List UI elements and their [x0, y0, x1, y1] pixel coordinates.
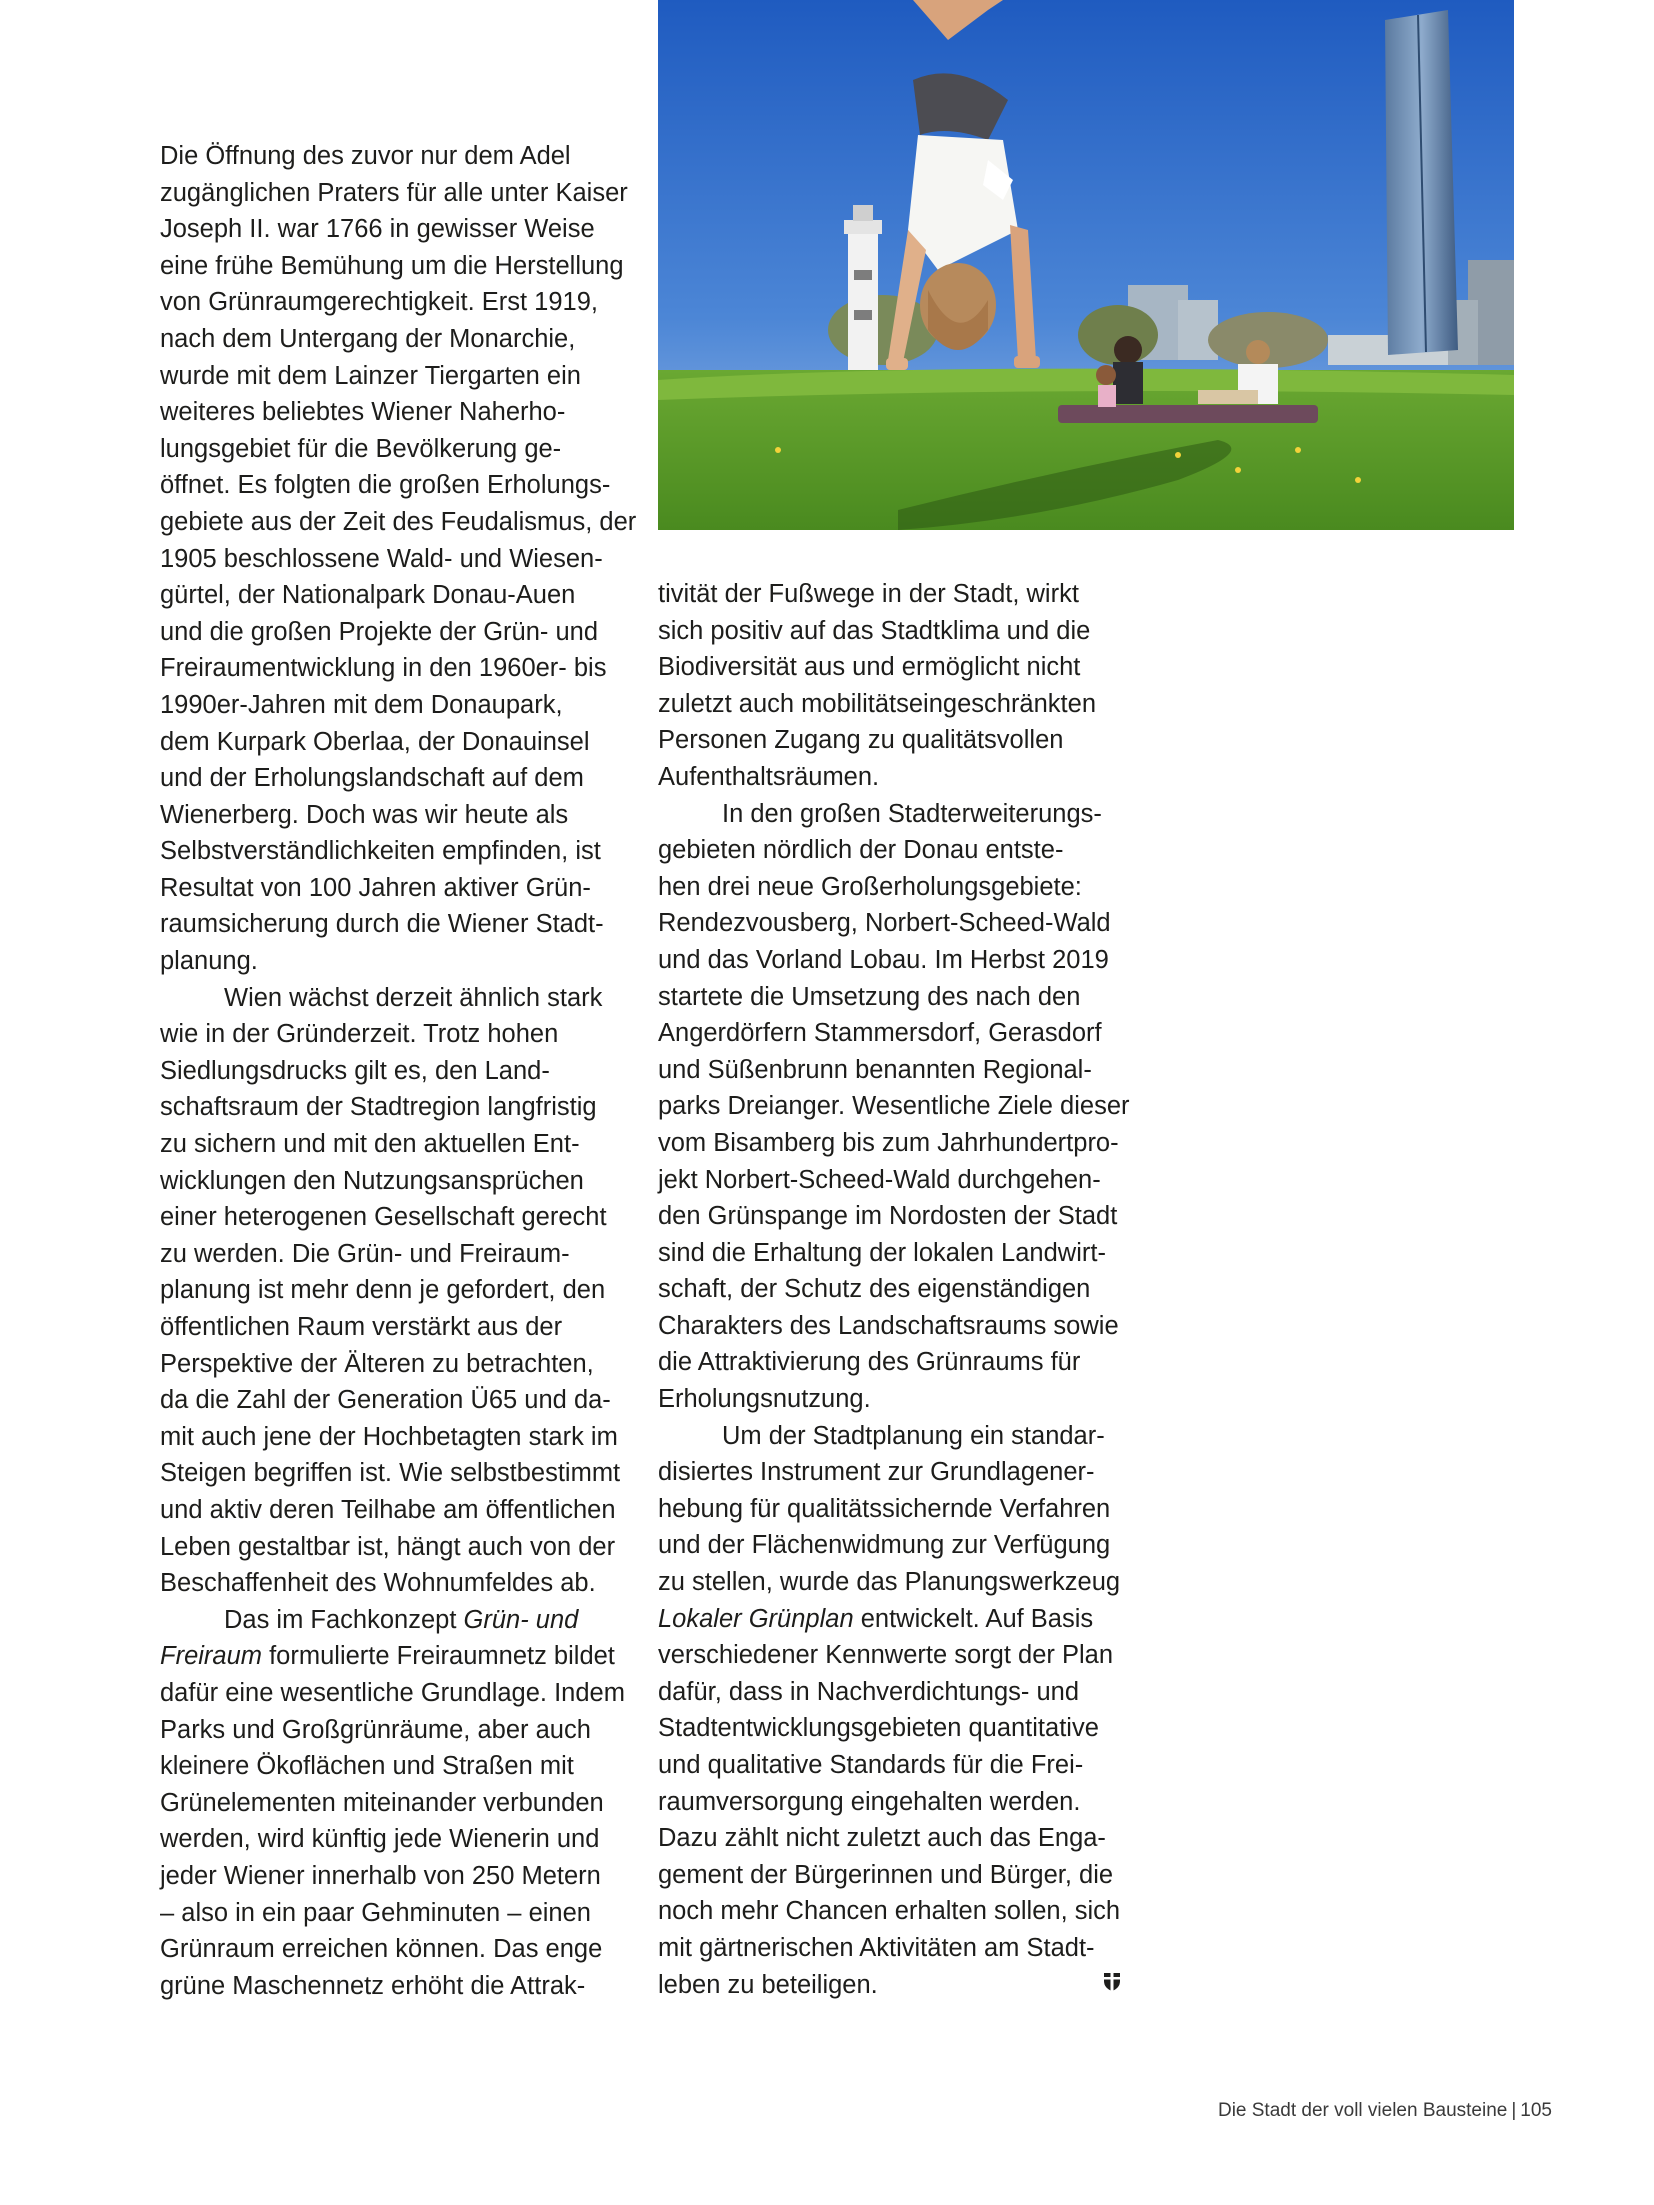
right-paragraph-3-start: Um der Stadtplanung ein standar- disiertes Instrument zur Grundlagener- hebung für qualitätssichernde Verfahren und der Flächenwidmung zur Verfügung zu stellen, wurde das Planungswerkzeug	[658, 1421, 1121, 1597]
footer-title: Die Stadt der voll vielen Bausteine	[1217, 2100, 1508, 2121]
lokaler-gruenplan-title: Lokaler Grünplan	[658, 1604, 854, 1633]
right-text-column	[658, 576, 1138, 2003]
left-paragraph-3-end: formulierte Freiraumnetz bildet dafür eine wesentliche Grundlage. Indem Parks und Großgrünräume, aber auch kleinere Ökoflächen und Straßen mit Grünelementen miteinander verbunden werden, wird künftig jede Wienerin und jeder Wiener innerhalb von 250 Metern – also in ein paar Gehminuten – einen Grünraum erreichen können. Das enge grüne Maschennetz erhöht die Attrak-	[160, 1642, 625, 2000]
left-paragraph-2: Wien wächst derzeit ähnlich stark wie in der Gründerzeit. Trotz hohen Siedlungsdrucks gilt es, den Land- schaftsraum der Stadtregion langfristig zu sichern und mit den aktuellen Ent- wicklungen den Nutzungsansprüchen einer heterogenen Gesellschaft gerecht zu werden. Die Grün- und Freiraum- planung ist mehr denn je gefordert, den öffentlichen Raum verstärkt aus der Perspektive der Älteren zu betrachten, da die Zahl der Generation Ü65 und da- mit auch jene der Hochbetagten stark im Steigen begriffen ist. Wie selbstbestimmt und aktiv deren Teilhabe am öffentlichen Leben gestaltbar ist, hängt auch von der Beschaffenheit des Wohnumfeldes ab.	[160, 983, 621, 1598]
fachkonzept-title: Grün- und Freiraum	[160, 1605, 579, 1671]
right-paragraph-3-end: entwickelt. Auf Basis verschiedener Kennwerte sorgt der Plan dafür, dass in Nachverdichtungs- und Stadtentwicklungsgebieten quantitative und qualitative Standards für die Frei- raumversorgung eingehalten werden. Dazu zählt nicht zuletzt auch das Enga- gement der Bürgerinnen und Bürger, die noch mehr Chancen erhalten sollen, sich mit gärtnerischen Aktivitäten am Stadt- leben zu beteiligen.	[658, 1604, 1121, 1999]
park-photo	[658, 0, 1514, 530]
left-paragraph-3-start: Das im Fachkonzept	[224, 1605, 464, 1634]
left-paragraph-1: Die Öffnung des zuvor nur dem Adel zugänglichen Praters für alle unter Kaiser Joseph II. war 1766 in gewisser Weise eine frühe Bemühung um die Herstellung von Grünraumgerechtigkeit. Erst 1919, nach dem Untergang der Monarchie, wurde mit dem Lainzer Tiergarten ein weiteres beliebtes Wiener Naherho- lungsgebiet für die Bevölkerung ge- öffnet. Es folgten die großen Erholungs- gebiete aus der Zeit des Feudalismus, der 1905 beschlossene Wald- und Wiesen- gürtel, der Nationalpark Donau-Auen und die großen Projekte der Grün- und Freiraumentwicklung in den 1960er- bis 1990er-Jahren mit dem Donaupark, dem Kurpark Oberlaa, der Donauinsel und der Erholungslandschaft auf dem Wienerberg. Doch was wir heute als Selbstverständlichkeiten empfinden, ist Resultat von 100 Jahren aktiver Grün- raumsicherung durch die Wiener Stadt- planung.	[160, 142, 637, 976]
right-paragraph-1: tivität der Fußwege in der Stadt, wirkt sich positiv auf das Stadtklima und die Biodiversität aus und ermöglicht nicht zuletzt auch mobilitätseingeschränkten Personen Zugang zu qualitätsvollen Aufenthaltsräumen.	[658, 580, 1096, 791]
right-paragraph-3	[658, 1418, 1138, 2004]
footer-separator: |	[1511, 2100, 1517, 2121]
vienna-coat-of-arms-icon	[1103, 1972, 1121, 1992]
lighthouse	[848, 230, 878, 380]
left-text-column	[160, 138, 640, 2004]
page-footer	[1218, 2100, 1552, 2122]
right-paragraph-2: In den großen Stadterweiterungs- gebieten nördlich der Donau entste- hen drei neue Großerholungsgebiete: Rendezvousberg, Norbert-Scheed-Wald und das Vorland Lobau. Im Herbst 2019 startete die Umsetzung des nach den Angerdörfern Stammersdorf, Gerasdorf und Süßenbrunn benannten Regional- parks Dreianger. Wesentliche Ziele dieser vom Bisamberg bis zum Jahrhundertpro- jekt Norbert-Scheed-Wald durchgehen- den Grünspange im Nordosten der Stadt sind die Erhaltung der lokalen Landwirt- schaft, der Schutz des eigenständigen Charakters des Landschaftsraums sowie die Attraktivierung des Grünraums für Erholungsnutzung.	[658, 799, 1130, 1414]
page-number: 105	[1520, 2100, 1552, 2121]
left-paragraph-3	[160, 1602, 640, 2005]
